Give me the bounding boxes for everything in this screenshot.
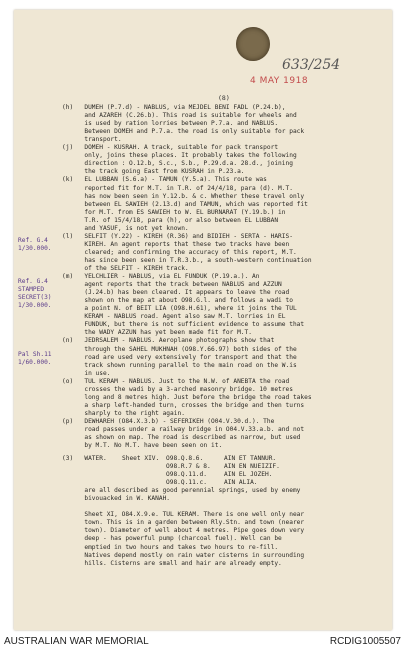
- body-line: the WADY AZZUN has yet been made fit for M.T.: [62, 329, 252, 337]
- body-line: FUNDUK, but there is not sufficient evidence to assume that: [62, 321, 305, 329]
- body-line: is used by ration lorries between P.7.a. and NABLUS.: [62, 120, 279, 128]
- body-line: only, joins these places. It probably takes the following: [62, 152, 297, 160]
- body-line: for M.T. from ES SAWIEH to W. EL BURNARAT (Y.19.b.) in: [62, 208, 286, 216]
- body-line: has since been seen in T.R.3.b., a south-western continuation: [62, 256, 312, 264]
- body-line: long and 8 metres high. Just before the bridge the road takes: [62, 393, 312, 401]
- body-line: and AZAREH (C.26.b). This road is suitable for wheels and: [62, 112, 297, 120]
- water-note: Natives depend mostly on rain water cisterns in surrounding: [62, 551, 305, 559]
- body-line: of the SELFIT - KIREH track.: [62, 265, 189, 272]
- margin-note: 1/30.000.: [18, 302, 52, 309]
- page-number: (8): [218, 94, 230, 102]
- body-line: (j) DOMEH - KUSRAH. A track, suitable for pack transport: [62, 144, 279, 152]
- body-line: (k) EL LUBBAN (S.6.a) - TAMUN (Y.5.a). This route was: [62, 176, 267, 184]
- body-line: a sharp left-handed turn, crosses the bridge and then turns: [62, 401, 305, 409]
- margin-note: STAMPED: [18, 286, 45, 293]
- body-line: cleared; and confirming the accuracy of this report, M.T.: [62, 248, 297, 256]
- footer-id: RCDIG1005507: [329, 636, 401, 647]
- water-note: town). Diameter of well about 4 metres. Pipe goes down very: [62, 527, 305, 535]
- body-line: by M.T. No M.T. have been seen on it.: [62, 442, 223, 450]
- date-stamp: 4 MAY 1918: [250, 76, 309, 86]
- spring-ref: O98.R.7 & 8.: [166, 463, 211, 471]
- body-line: (J.24.b) has been cleared. It appears to leave the road: [62, 289, 290, 297]
- body-line: T.R. of 15/4/18, para (h), or also between EL LUBBAN: [62, 216, 279, 224]
- body-line: and YASUF, is not yet known.: [62, 224, 189, 232]
- body-line: agent reports that the track between NABLUS and AZZUN: [62, 281, 282, 289]
- body-line: (h) DUMEH (P.7.d) - NABLUS, via MEJDEL BENI FADL (P.24.b),: [62, 104, 286, 111]
- water-note: emptied in two hours and takes two hours to re-fill.: [62, 543, 279, 551]
- body-line: between EL SAWIEH (2.13.d) and TAMUN, which was reported fit: [62, 200, 308, 208]
- body-line: has now been seen in Y.12.b. & c. Whether these travel only: [62, 192, 305, 200]
- body-line: road are used very extensively for transport and that the: [62, 353, 297, 361]
- spring-name: AIN EL JOZEH.: [224, 471, 273, 479]
- body-line: road passes under a railway bridge in O04.V.33.a.b. and not: [62, 426, 305, 433]
- punch-hole: [236, 27, 270, 61]
- water-note: deep - has powerful pump (charcoal fuel). Well can be: [62, 535, 282, 543]
- spring-name: AIN ET TANNUR.: [224, 455, 277, 462]
- margin-note: 1/30.000.: [18, 245, 52, 252]
- body-line: in use.: [62, 369, 111, 377]
- body-line: reported fit for M.T. in T.R. of 24/4/18, para (d). M.T.: [62, 184, 293, 192]
- body-line: direction : O.12.b, S.c., S.b., P.29.d.a. 28.d., joining: [62, 160, 293, 168]
- body-line: the track going East from KUSRAH in P.23.a.: [62, 168, 245, 176]
- body-line: sharply to the right again.: [62, 409, 185, 417]
- margin-note: Pal Sh.11: [18, 351, 52, 358]
- margin-note: 1/60.000.: [18, 359, 52, 366]
- water-summary: are all described as good perennial springs, used by enemy: [62, 487, 301, 495]
- body-line: track shown running parallel to the main road on the W.is: [62, 361, 297, 369]
- water-note: Sheet XI, O84.X.9.e. TUL KERAM. There is one well only near: [62, 511, 305, 519]
- margin-note: SECRET(3): [18, 294, 52, 301]
- spring-ref: O98.Q.11.c.: [166, 479, 207, 487]
- body-line: as shown on map. The road is described as narrow, but used: [62, 434, 301, 442]
- body-line: (o) TUL KERAM - NABLUS. Just to the N.W. of ANEBTA the road: [62, 377, 290, 385]
- body-line: through the SAHEL MUKHNAH (O98.Y.66.97) both sides of the: [62, 345, 297, 353]
- water-heading: (3) WATER.: [62, 455, 107, 462]
- body-line: (p) DEWHAREH (O84.X.3.b) - SEFERIKEH (O04.V.30.d.). The: [62, 417, 275, 425]
- water-note: hills. Cisterns are small and hair are already empty.: [62, 559, 282, 567]
- spring-ref: O98.Q.11.d.: [166, 471, 207, 479]
- spring-ref: O98.Q.8.6.: [166, 455, 204, 462]
- sheet-label: Sheet XIV.: [122, 455, 160, 462]
- spring-name: AIN ALIA.: [224, 479, 258, 487]
- body-line: (n) JEDRSALEM - NABLUS. Aeroplane photographs show that: [62, 337, 275, 345]
- margin-note: Ref. G.4: [18, 278, 48, 285]
- body-line: KERAM - NABLUS road. Agent also saw M.T. lorries in EL: [62, 313, 286, 321]
- body-line: KIREH. An agent reports that these two tracks have been: [62, 240, 290, 248]
- body-line: transport.: [62, 136, 122, 144]
- water-summary: bivouacked in W. KANAH.: [62, 495, 171, 503]
- body-line: crosses the wadi by a 3-arched masonry bridge. 10 metres: [62, 385, 293, 393]
- water-note: town. This is in a garden between Rly.Stn. and town (nearer: [62, 519, 305, 527]
- spring-name: AIN EN NUEIZIF.: [224, 463, 280, 471]
- body-line: (m) YELCHLIER - NABLUS, via EL FUNDUK (P.19.a.). An: [62, 273, 260, 281]
- handwritten-reference: 633/254: [282, 57, 341, 73]
- body-line: (l) SELFIT (Y.22) - KIREH (R.36) and BIDIEH - SERTA - HARIS-: [62, 232, 293, 240]
- margin-note: Ref. G.4: [18, 237, 48, 244]
- body-line: shown on the map at about O98.G.l. and follows a wadi to: [62, 297, 293, 305]
- footer-credit: AUSTRALIAN WAR MEMORIAL: [4, 636, 149, 647]
- body-line: Between DOMEH and P.7.a. the road is only suitable for pack: [62, 128, 305, 136]
- body-line: a point N. of BEIT LIA (O98.H.61), where it joins the TUL: [62, 305, 297, 313]
